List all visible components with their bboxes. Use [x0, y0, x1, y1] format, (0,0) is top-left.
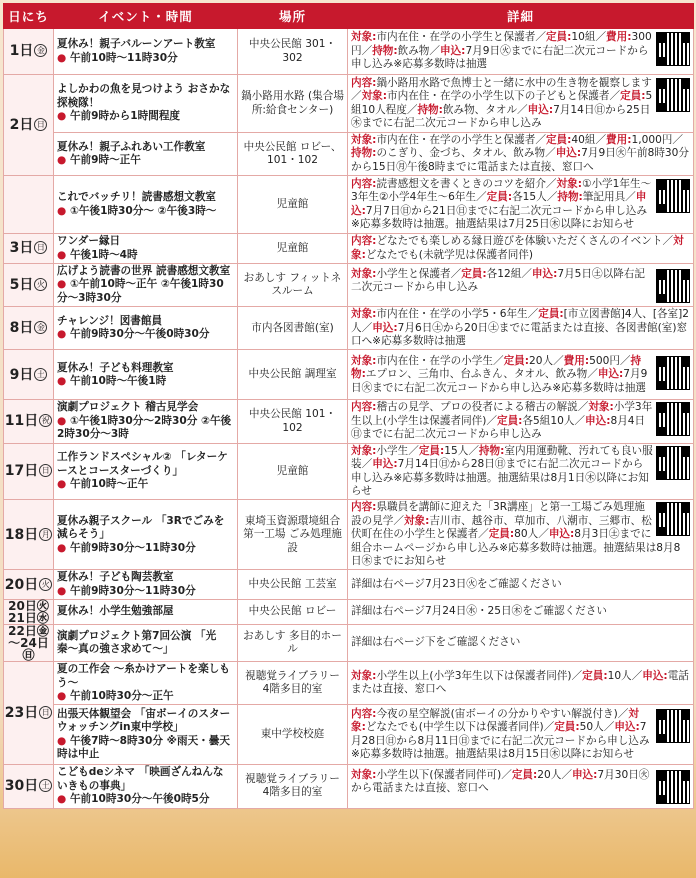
qr-code-icon[interactable]	[656, 78, 690, 112]
date-cell: 1日 金	[4, 29, 54, 75]
day-of-week: 月	[39, 528, 52, 541]
event-title: 夏休み！子ども料理教室	[57, 361, 174, 374]
detail-key: 定員:	[496, 414, 523, 427]
place-cell: 中央公民館 工芸室	[238, 570, 348, 600]
event-cell	[54, 350, 238, 400]
place-cell: 東中学校校庭	[238, 705, 348, 765]
detail-key: 申込:	[571, 768, 598, 781]
detail-key: 内容:	[351, 177, 377, 190]
qr-code-icon[interactable]	[656, 269, 690, 303]
day-of-week: 火	[34, 278, 47, 291]
detail-key: 持物:	[417, 103, 443, 116]
event-time	[57, 278, 234, 305]
event-cell	[54, 765, 238, 808]
date-number: 23	[4, 705, 25, 722]
detail-cell	[348, 570, 694, 600]
clock-icon: ●	[57, 204, 70, 217]
detail-cell	[348, 765, 694, 808]
event-title: よしかわの魚を見つけよう おさかな探検隊！	[57, 83, 231, 109]
header-event: イベント・時間	[54, 4, 238, 29]
detail-key: 定員:	[511, 768, 538, 781]
detail-key: 申込:	[642, 669, 668, 682]
event-time	[57, 328, 234, 341]
event-title: 演劇プロジェクト第7回公演 「光秦〜真の強さ求めて〜」	[57, 629, 217, 656]
clock-icon: ●	[57, 154, 70, 167]
event-title: 夏休み！親子バルーンアート教室	[57, 38, 216, 51]
detail-text: 詳細は右ページ7月24日㊌・25日㊍をご確認ください	[351, 605, 607, 618]
detail-key: 申込:	[372, 458, 398, 471]
detail-key: 対象:	[588, 401, 614, 414]
detail-key: 申込:	[351, 191, 647, 217]
date-number: 3	[9, 240, 20, 257]
detail-key: 定員:	[545, 134, 572, 146]
event-cell	[54, 400, 238, 443]
place-cell: 児童館	[238, 234, 348, 264]
date-cell: 8日 金	[4, 307, 54, 350]
date-range: 20日㊋ 21日㊌	[8, 599, 49, 626]
detail-key: 対象:	[351, 31, 377, 44]
detail-key: 対象:	[361, 90, 388, 103]
detail-cell	[348, 600, 694, 625]
detail-key: 対象:	[351, 134, 377, 146]
detail-key: 内容:	[351, 235, 377, 248]
detail-text: 対象:小学生以下(保護者同伴可)／定員:20人／申込:7月30日㊋から電話または直接、窓口へ	[351, 768, 650, 795]
detail-key: 内容:	[351, 501, 377, 514]
clock-icon: ●	[57, 734, 70, 747]
event-time	[57, 585, 234, 598]
qr-code-icon[interactable]	[656, 356, 690, 390]
place-cell: 児童館	[238, 176, 348, 234]
detail-key: 申込:	[548, 528, 575, 541]
date-cell	[4, 176, 54, 234]
day-of-week: 金	[34, 321, 47, 334]
event-time	[57, 415, 234, 442]
detail-key: 定員:	[545, 31, 572, 44]
detail-key: 対象:	[351, 308, 377, 321]
place-cell: 鍋小路用水路 (集合場所:給食センター)	[238, 75, 348, 133]
detail-key: 費用:	[563, 354, 590, 367]
place-cell: 市内各図書館(室)	[238, 307, 348, 350]
date-cell: 30日 土	[4, 765, 54, 808]
detail-text: 内容:稽古の見学、プロの役者による稽古の解説／対象:小学3年生以上(小学生は保護者同伴)／定員:各5組10人／申込:8月4日㊐までに右記二次元コードから申し込み	[351, 401, 653, 441]
table-row	[4, 765, 694, 808]
detail-cell	[348, 133, 694, 176]
event-time-text: 午前10時〜11時30分	[69, 51, 178, 64]
detail-key: 申込:	[527, 103, 554, 116]
event-time-text: 午後7時〜8時30分 ※雨天・曇天時は中止	[57, 734, 230, 761]
clock-icon: ●	[57, 478, 70, 491]
event-time-text: 午前9時から1時間程度	[69, 110, 181, 123]
event-time-text: 午前10時30分〜午後0時5分	[69, 793, 210, 806]
place-cell: おあしす 多目的ホール	[238, 625, 348, 662]
detail-key: 定員:	[620, 90, 646, 103]
date-number: 1	[9, 43, 20, 60]
detail-cell	[348, 176, 694, 234]
qr-code-icon[interactable]	[656, 402, 690, 436]
detail-text: 内容:鍋小路用水路で魚博士と一緒に水中の生き物を観察します／対象:市内在住・在学の小学生以下の子どもと保護者／定員:5組10人程度／持物:飲み物、タオル／申込:7月14日㊐から25日㊍までに右記二次元コードから申し込み	[351, 76, 653, 129]
detail-key: 申込:	[585, 414, 611, 427]
day-of-week: 日	[39, 706, 52, 719]
detail-key: 定員:	[554, 721, 580, 734]
detail-key: 定員:	[461, 267, 487, 280]
event-cell	[54, 264, 238, 307]
detail-key: 対象:	[351, 708, 639, 734]
header-row	[4, 4, 694, 29]
place-cell: 東埼玉資源環境組合 第一工場 ごみ処理施設	[238, 500, 348, 570]
event-title: 演劇プロジェクト 稽古見学会	[57, 401, 199, 414]
table-row	[4, 29, 694, 75]
detail-cell	[348, 443, 694, 500]
detail-key: 対象:	[556, 177, 582, 190]
event-cell	[54, 29, 238, 75]
date-number: 30	[4, 778, 25, 795]
event-time	[57, 375, 234, 388]
detail-key: 定員:	[488, 528, 515, 541]
qr-code-icon[interactable]	[656, 446, 690, 480]
date-cell: 3日 日	[4, 234, 54, 264]
table-row	[4, 662, 694, 705]
detail-key: 対象:	[351, 669, 377, 682]
date-cell: 2日 日	[4, 75, 54, 176]
event-time-text: 午前10時30分〜正午	[69, 689, 174, 702]
date-cell: 23日 日	[4, 662, 54, 765]
date-number: 20	[4, 576, 25, 593]
table-row	[4, 570, 694, 600]
event-title: 夏休み！小学生勉強部屋	[57, 605, 174, 618]
event-title: チャレンジ！図書館員	[57, 314, 163, 327]
detail-key: 申込:	[531, 267, 558, 280]
detail-text: 対象:市内在住・在学の小学生／定員:20人／費用:500円／持物:エプロン、三角巾、台ふきん、タオル、飲み物／申込:7月9日㊋までに右記二次元コードから申し込み※応募多数時は抽選	[351, 354, 648, 394]
clock-icon: ●	[57, 110, 70, 123]
event-time	[57, 205, 234, 218]
table-row	[4, 600, 694, 625]
detail-key: 対象:	[351, 444, 377, 457]
date-cell: 11日 祝	[4, 400, 54, 443]
date-cell	[4, 625, 54, 662]
clock-icon: ●	[57, 541, 70, 554]
date-cell: 5日 火	[4, 264, 54, 307]
date-number: 8	[9, 320, 20, 337]
event-time	[57, 52, 234, 65]
event-time	[57, 542, 234, 555]
clock-icon: ●	[57, 278, 70, 291]
detail-key: 対象:	[351, 267, 377, 280]
detail-key: 定員:	[486, 191, 513, 204]
event-time	[57, 690, 234, 703]
place-cell: 中央公民館 調理室	[238, 350, 348, 400]
qr-code-icon[interactable]	[656, 770, 690, 804]
date-number: 11	[4, 413, 25, 430]
place-cell: おあしす フィットネスルーム	[238, 264, 348, 307]
event-time-text: 午後1時〜4時	[69, 248, 138, 261]
event-time-text: 午前9時30分〜11時30分	[69, 541, 196, 554]
detail-cell	[348, 500, 694, 570]
event-time-text: ①午前10時〜正午 ②午後1時30分〜3時30分	[57, 278, 224, 304]
clock-icon: ●	[57, 584, 70, 597]
detail-text: 対象:市内在住・在学の小学生と保護者／定員:10組／費用:300円／持物:飲み物／申込:7月9日㊋までに右記二次元コードから申し込み※応募多数時は抽選	[351, 31, 652, 71]
detail-key: 申込:	[372, 321, 398, 334]
detail-text: 内容:どなたでも楽しめる縁日遊びを体験いただくさんのイベント／対象:どなたでも(未就学児は保護者同伴)	[351, 235, 684, 261]
table-row	[4, 234, 694, 264]
event-time-text: 午前9時30分〜午後0時30分	[69, 328, 210, 341]
header-detail: 詳細	[348, 4, 694, 29]
event-time	[57, 249, 234, 262]
place-cell: 中央公民館 301・302	[238, 29, 348, 75]
event-title: 出張天体観望会 「宙ボーイのスター ウォッチングin東中学校」	[57, 708, 231, 734]
event-time-text: 午前10時〜正午	[69, 478, 149, 491]
date-cell: 18日 月	[4, 500, 54, 570]
detail-key: 持物:	[478, 444, 505, 457]
date-cell: 17日 日	[4, 443, 54, 500]
date-cell: 9日 土	[4, 350, 54, 400]
day-of-week: 土	[39, 779, 52, 792]
qr-code-icon[interactable]	[656, 502, 690, 536]
detail-key: 定員:	[418, 444, 445, 457]
day-of-week: 土	[34, 368, 47, 381]
detail-key: 持物:	[557, 191, 583, 204]
table-row	[4, 500, 694, 570]
date-number: 18	[4, 526, 25, 543]
place-cell: 中央公民館 ロビー、101・102	[238, 133, 348, 176]
detail-key: 費用:	[606, 134, 632, 146]
date-cell: 20日 火	[4, 570, 54, 600]
detail-cell	[348, 400, 694, 443]
detail-key: 対象:	[351, 354, 377, 367]
clock-icon: ●	[57, 51, 70, 64]
detail-cell	[348, 234, 694, 264]
clock-icon: ●	[57, 328, 70, 341]
event-cell	[54, 307, 238, 350]
event-title: 夏の工作会 〜糸かけアートを楽しもう〜	[57, 663, 230, 689]
detail-key: 定員:	[582, 669, 608, 682]
detail-text: 詳細は右ページ7月23日㊋をご確認ください	[351, 578, 562, 591]
event-time-text: ①午後1時30分〜2時30分 ②午後2時30分〜3時	[57, 414, 232, 441]
date-number: 2	[9, 116, 20, 133]
date-range: 22日㊎ 〜24日㊐	[8, 624, 49, 663]
detail-text: 内容:読書感想文を書くときのコツを紹介／対象:①小学1年生〜3年生②小学4年生〜6年生／定員:各15人／持物:筆記用具／申込:7月7日㊐から21日㊐までに右記二次元コードから申し込み※応募多数時は抽選。抽選結果は7月25日㊍以降にお知らせ	[351, 177, 652, 231]
detail-cell	[348, 350, 694, 400]
header-date: 日にち	[4, 4, 54, 29]
event-time	[57, 793, 234, 806]
detail-key: 申込:	[440, 44, 466, 57]
table-row	[4, 705, 694, 765]
detail-text: 対象:市内在住・在学の小学生と保護者／定員:40組／費用:1,000円／持物:のこぎり、金づち、タオル、飲み物／申込:7月9日㊋午前8時30分から15日㊊午後8時までに電話または直接、窓口へ	[351, 134, 689, 173]
table-row	[4, 133, 694, 176]
detail-key: 内容:	[351, 76, 377, 89]
day-of-week: 日	[39, 464, 52, 477]
table-row	[4, 625, 694, 662]
date-number: 17	[4, 463, 25, 480]
qr-code-icon[interactable]	[656, 709, 690, 743]
detail-text: 対象:小学生／定員:15人／持物:室内用運動靴、汚れても良い服装／申込:7月14日㊐から28日㊐までに右記二次元コードから申し込み※応募多数時は抽選。抽選結果は8月1日㊍以降にお知らせ	[351, 444, 653, 497]
event-cell	[54, 75, 238, 133]
detail-text: 対象:市内在住・在学の小学5・6年生／定員:[市立図書館]4人、[各室]2人／申込:7月6日㊏から20日㊏までに電話または直接、各図書館(室)窓口へ※応募多数時は抽選	[351, 308, 690, 348]
event-cell	[54, 133, 238, 176]
table-row	[4, 400, 694, 443]
event-cell	[54, 500, 238, 570]
event-time	[57, 478, 234, 491]
event-cell	[54, 625, 238, 662]
detail-cell	[348, 264, 694, 307]
event-title: 広げよう読書の世界 読書感想文教室	[57, 265, 231, 278]
event-time-text: 午前9時30分〜11時30分	[69, 584, 196, 597]
table-row	[4, 264, 694, 307]
event-time-text: 午前10時〜午後1時	[69, 374, 167, 387]
event-cell	[54, 234, 238, 264]
detail-key: 対象:	[351, 235, 684, 261]
detail-key: 定員:	[503, 354, 529, 367]
detail-key: 内容:	[351, 401, 377, 414]
event-title: 夏休み！子ども陶芸教室	[57, 571, 174, 584]
day-of-week: 日	[34, 241, 47, 254]
clock-icon: ●	[57, 374, 70, 387]
detail-key: 内容:	[351, 708, 377, 721]
date-cell	[4, 600, 54, 625]
detail-cell	[348, 705, 694, 765]
table-row	[4, 176, 694, 234]
event-title: 工作ランドスペシャル② 「レターケースとコースターづくり」	[57, 451, 228, 477]
detail-key: 持物:	[351, 354, 642, 381]
events-body	[4, 29, 694, 809]
table-row	[4, 307, 694, 350]
event-cell	[54, 443, 238, 500]
detail-key: 持物:	[372, 44, 398, 57]
place-cell: 中央公民館 ロビー	[238, 600, 348, 625]
detail-cell	[348, 75, 694, 133]
event-time-text: 午前9時〜正午	[69, 154, 141, 167]
events-table	[3, 3, 694, 809]
detail-cell	[348, 29, 694, 75]
detail-key: 対象:	[351, 768, 377, 781]
header-place: 場所	[238, 4, 348, 29]
event-title: ワンダー縁日	[57, 235, 121, 248]
event-cell	[54, 570, 238, 600]
date-number: 9	[9, 366, 20, 383]
place-cell: 視聴覚ライブラリー 4階多目的室	[238, 765, 348, 808]
event-cell	[54, 705, 238, 765]
detail-key: 申込:	[555, 147, 582, 160]
clock-icon: ●	[57, 248, 70, 261]
qr-code-icon[interactable]	[656, 179, 690, 213]
detail-key: 申込:	[614, 721, 640, 734]
date-number: 5	[9, 276, 20, 293]
detail-text: 内容:今夜の星空解説(宙ボーイの分かりやすい解説付き)／対象:どなたでも(中学生以下は保護者同伴)／定員:50人／申込:7月28日㊐から8月11日㊐までに右記二次元コードから申し込み※応募多数時は抽選。抽選結果は8月15日㊍以降にお知らせ	[351, 708, 650, 761]
clock-icon: ●	[57, 414, 70, 427]
event-title: これでバッチリ！読書感想文教室	[57, 191, 216, 204]
table-row	[4, 350, 694, 400]
event-cell	[54, 600, 238, 625]
event-cell	[54, 176, 238, 234]
table-row	[4, 75, 694, 133]
table-row	[4, 443, 694, 500]
detail-text: 内容:県職員を講師に迎えた「3R講座」と第一工場ごみ処理施設の見学／対象:吉川市、越谷市、草加市、八潮市、三郷市、松伏町在住の小学生と保護者／定員:80人／申込:8月3日㊏までに組合ホームページから申し込み※応募多数時は抽選。抽選結果は8月8日㊍までにお知らせ	[351, 501, 681, 567]
event-time	[57, 154, 234, 167]
day-of-week: 日	[34, 118, 47, 131]
event-title: 夏休み！親子ふれあい工作教室	[57, 140, 206, 153]
event-time-text: ①午後1時30分〜 ②午後3時〜	[69, 204, 217, 217]
detail-key: 定員:	[538, 308, 564, 321]
place-cell: 視聴覚ライブラリー 4階多目的室	[238, 662, 348, 705]
detail-key: 持物:	[351, 147, 377, 160]
day-of-week: 祝	[39, 414, 52, 427]
event-title: こどもdeシネマ 「映画ざんねんないきもの事典」	[57, 766, 224, 792]
detail-key: 対象:	[403, 514, 430, 527]
clock-icon: ●	[57, 689, 70, 702]
event-cell	[54, 662, 238, 705]
day-of-week: 火	[39, 578, 52, 591]
detail-text: 詳細は右ページ下をご確認ください	[351, 636, 521, 649]
detail-cell	[348, 662, 694, 705]
detail-text: 対象:小学生以上(小学3年生以下は保護者同伴)／定員:10人／申込:電話または直接、窓口へ	[351, 669, 689, 696]
detail-key: 申込:	[597, 368, 624, 381]
day-of-week: 金	[34, 44, 47, 57]
place-cell: 児童館	[238, 443, 348, 500]
qr-code-icon[interactable]	[656, 32, 690, 66]
event-time	[57, 735, 234, 762]
clock-icon: ●	[57, 793, 70, 806]
place-cell: 中央公民館 101・102	[238, 400, 348, 443]
event-title: 夏休み親子スクール 「3Rでごみを減らそう」	[57, 514, 225, 541]
detail-text: 対象:小学生と保護者／定員:各12組／申込:7月5日㊏以降右記二次元コードから申し込み	[351, 267, 645, 294]
detail-cell	[348, 307, 694, 350]
detail-cell	[348, 625, 694, 662]
detail-key: 費用:	[606, 31, 632, 44]
event-time	[57, 110, 234, 123]
